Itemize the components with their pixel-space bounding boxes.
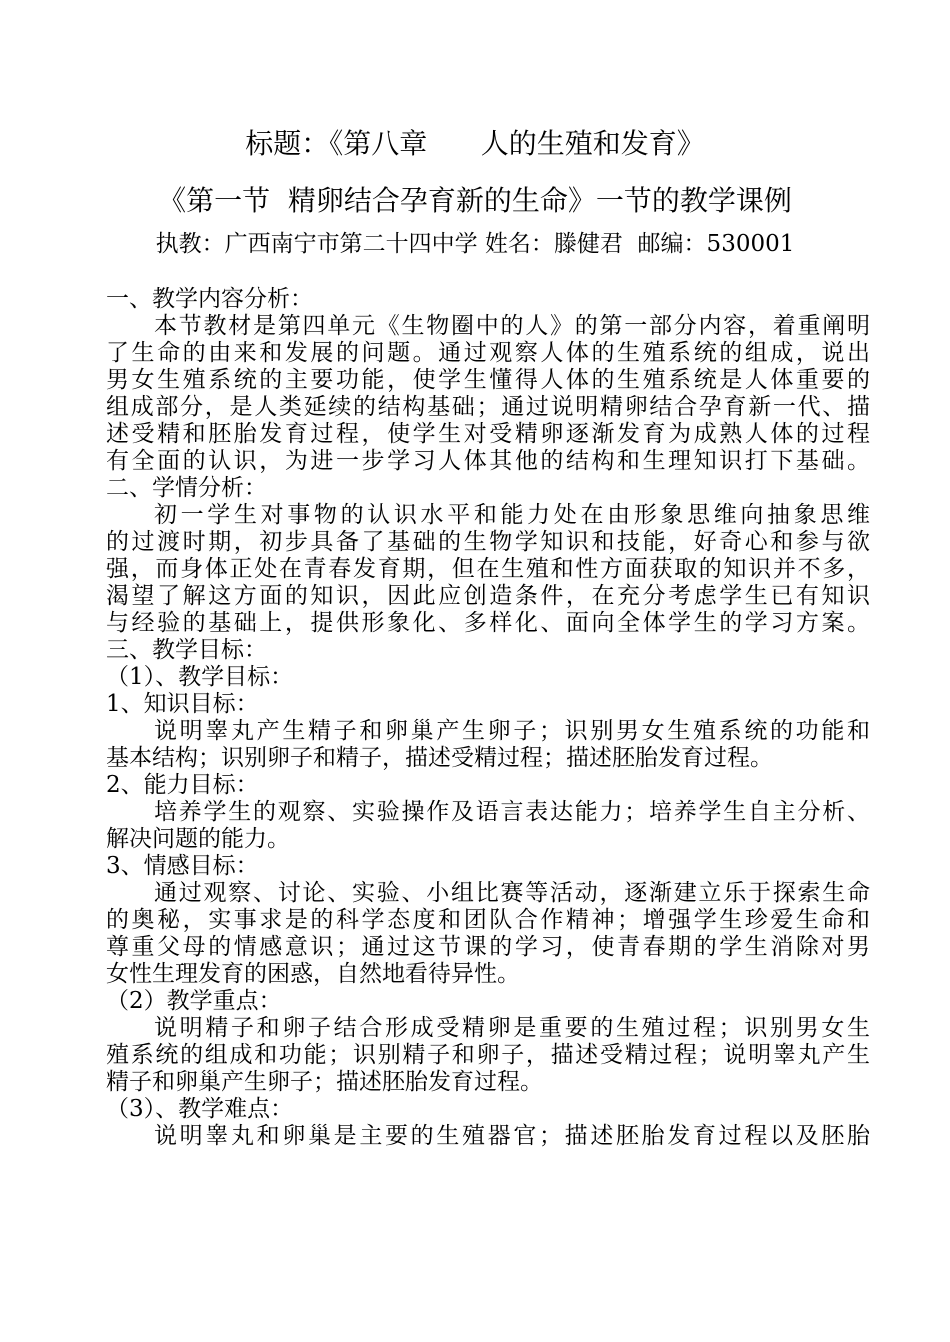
- paragraph-line: 说明睾丸产生精子和卵巢产生卵子；识别男女生殖系统的功能和: [154, 718, 870, 744]
- paragraph-line: 了生命的由来和发展的问题。通过观察人体的生殖系统的组成，说出: [106, 340, 870, 366]
- paragraph-line: 尊重父母的情感意识；通过这节课的学习，使青春期的学生消除对男: [106, 934, 870, 960]
- paragraph-line: 说明精子和卵子结合形成受精卵是重要的生殖过程；识别男女生: [154, 1015, 870, 1041]
- paragraph-line: 初一学生对事物的认识水平和能力处在由形象思维向抽象思维: [154, 502, 870, 528]
- subsection-heading: 3、情感目标：: [106, 853, 259, 879]
- document-subtitle: 《第一节 精卵结合孕育新的生命》一节的教学课例: [158, 184, 792, 217]
- subsection-heading: （2）教学重点：: [106, 988, 282, 1014]
- paragraph-line: 述受精和胚胎发育过程，使学生对受精卵逐渐发育为成熟人体的过程: [106, 421, 870, 447]
- paragraph-line: 通过观察、讨论、实验、小组比赛等活动，逐渐建立乐于探索生命: [154, 880, 870, 906]
- section-heading: 二、学情分析：: [106, 475, 267, 501]
- paragraph-line: 有全面的认识，为进一步学习人体其他的结构和生理知识打下基础。: [106, 448, 870, 474]
- paragraph-line: 渴望了解这方面的知识，因此应创造条件，在充分考虑学生已有知识: [106, 583, 870, 609]
- paragraph-line: 说明睾丸和卵巢是主要的生殖器官；描述胚胎发育过程以及胚胎: [154, 1123, 870, 1149]
- subsection-heading: 1、知识目标：: [106, 691, 259, 717]
- paragraph-line: 强，而身体正处在青春发育期，但在生殖和性方面获取的知识并不多，: [106, 556, 870, 582]
- author-byline: 执教：广西南宁市第二十四中学 姓名：滕健君 邮编：530001: [155, 231, 795, 257]
- subsection-heading: 2、能力目标：: [106, 772, 259, 798]
- paragraph-line: 基本结构；识别卵子和精子，描述受精过程；描述胚胎发育过程。: [106, 745, 773, 771]
- paragraph-line: 殖系统的组成和功能；识别精子和卵子，描述受精过程；说明睾丸产生: [106, 1042, 870, 1068]
- paragraph-line: 的过渡时期，初步具备了基础的生物学知识和技能，好奇心和参与欲: [106, 529, 870, 555]
- paragraph-line: 女性生理发育的困惑，自然地看待异性。: [106, 961, 520, 987]
- paragraph-line: 的奥秘，实事求是的科学态度和团队合作精神；增强学生珍爱生命和: [106, 907, 870, 933]
- subsection-heading: （1）、教学目标：: [106, 664, 294, 690]
- paragraph-line: 本节教材是第四单元《生物圈中的人》的第一部分内容，着重阐明: [154, 313, 870, 339]
- document-title: 标题：《第八章 人的生殖和发育》: [245, 127, 705, 160]
- paragraph-line: 解决问题的能力。: [106, 826, 290, 852]
- section-heading: 三、教学目标：: [106, 637, 267, 663]
- paragraph-line: 培养学生的观察、实验操作及语言表达能力；培养学生自主分析、: [154, 799, 870, 825]
- paragraph-line: 组成部分，是人类延续的结构基础；通过说明精卵结合孕育新一代、描: [106, 394, 870, 420]
- section-heading: 一、教学内容分析：: [106, 286, 313, 312]
- subsection-heading: （3）、教学难点：: [106, 1096, 294, 1122]
- document-body: [106, 286, 870, 1150]
- paragraph-line: 精子和卵巢产生卵子；描述胚胎发育过程。: [106, 1069, 543, 1095]
- paragraph-line: 与经验的基础上，提供形象化、多样化、面向全体学生的学习方案。: [106, 610, 870, 636]
- paragraph-line: 男女生殖系统的主要功能，使学生懂得人体的生殖系统是人体重要的: [106, 367, 870, 393]
